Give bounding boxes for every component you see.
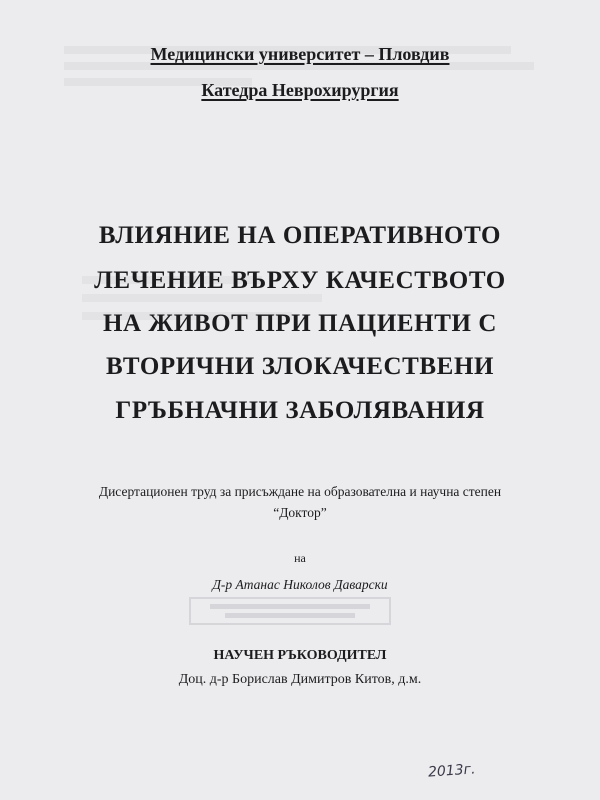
thesis-title-line-4: ВТОРИЧНИ ЗЛОКАЧЕСТВЕНИ: [105, 353, 495, 380]
thesis-title-line-5: ГРЪБНАЧНИ ЗАБОЛЯВАНИЯ: [115, 397, 485, 424]
university-name: Медицински университет – Пловдив: [150, 44, 450, 64]
handwritten-year: 2013г.: [427, 761, 476, 781]
library-stamp-shadow: [170, 596, 410, 626]
degree-statement: Дисертационен труд за присъждане на образователна и научна степен: [98, 484, 502, 499]
supervisor-name: Доц. д-р Борислав Димитров Китов, д.м.: [178, 672, 422, 687]
author-name: Д-р Атанас Николов Даварски: [212, 577, 388, 592]
degree-name: “Доктор”: [273, 505, 327, 520]
thesis-title-line-1: ВЛИЯНИЕ НА ОПЕРАТИВНОТО: [98, 222, 502, 249]
thesis-title-line-3: НА ЖИВОТ ПРИ ПАЦИЕНТИ С: [102, 310, 498, 337]
author-preposition: на: [294, 551, 306, 565]
supervisor-label: НАУЧЕН РЪКОВОДИТЕЛ: [213, 648, 387, 663]
department-name: Катедра Неврохирургия: [201, 80, 399, 100]
thesis-title-line-2: ЛЕЧЕНИЕ ВЪРХУ КАЧЕСТВОТО: [94, 267, 506, 294]
